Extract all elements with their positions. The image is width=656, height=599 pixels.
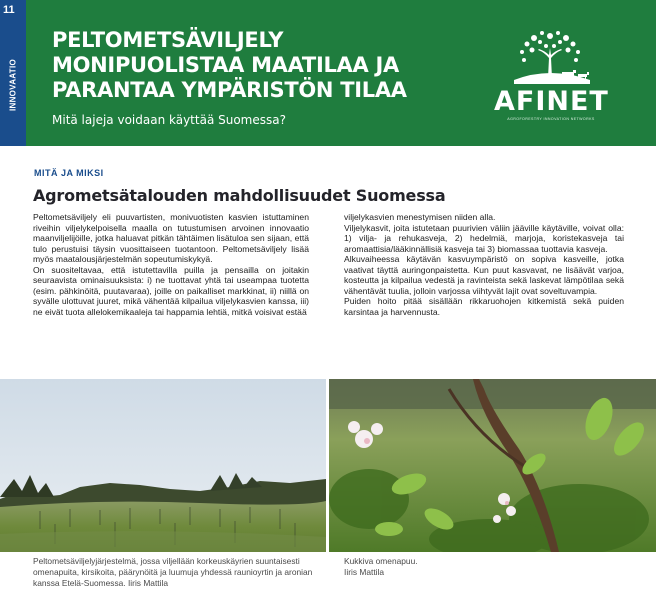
paragraph: Puiden hoito pitää sisällään rikkaruohojen kitkemistä sekä puiden karsintaa ja harvennusta. xyxy=(344,296,624,317)
caption-line: Kukkiva omenapuu. xyxy=(344,556,418,566)
photo-caption-left: Peltometsäviljelyjärjestelmä, jossa viljellään korkeuskäyrien suuntaisesti omenapuita, kirsikoita, päärynöitä ja luumuja yhdessä raunioyrtin ja aronian kanssa Etelä-Suomessa. Iiris Mattila xyxy=(33,556,313,588)
paragraph: On suositeltavaa, että istutettavilla puilla ja pensailla on joitakin seuraavista ominaisuuksista: i) ne tuottavat yhtä tai useampaa tuotetta (esim. pähkinöitä, puutavaraa), joille on paikalliset markkinat, ii) niillä on syvälle ulottuvat juuret, mikä vähentää kilpailua viljelykasvien kanssa, iii) ne eivät tuota allelokemikaaleja tai happamia lehtiä, mitkä voisivat estää xyxy=(33,264,309,317)
paragraph: Alkuvaiheessa käytävän kasvuympäristö on sopiva kasveille, jotka vaativat täyttä auringonpaistetta. Kun puut kasvavat, ne lisäävät varjoa, kosteutta ja kilpailua vedestä ja ravinteista sekä laskevat lämpötilaa sekä vähentävät tuulia, jolloin varjossa viihtyvät lajit ovat soveltuvampia. xyxy=(344,254,624,296)
page-number: 11 xyxy=(3,4,15,16)
title-line: PELTOMETSÄVILJELY xyxy=(52,28,284,52)
title-line: MONIPUOLISTAA MAATILAA JA xyxy=(52,53,399,77)
title-line: PARANTAA YMPÄRISTÖN TILAA xyxy=(52,78,407,102)
page-title xyxy=(52,28,452,103)
paragraph: Peltometsäviljely eli puuvartisten, monivuotisten kasvien istuttaminen riveihin viljelykelpoisella maalla on tutustumisen arvoinen innovaatio maanviljelijöille, jotka haluavat pitkän tähtäimen lisätuloa sen sijaan, että tulo perustuisi täysin vuosittaiseen tuotantoon. Peltometsäviljely lisää myös maatalousjärjestelmän sopeutumiskykyä. xyxy=(33,212,309,264)
tree-with-animals-icon xyxy=(494,28,606,88)
section-kicker: MITÄ JA MIKSI xyxy=(34,168,104,178)
page-subtitle: Mitä lajeja voidaan käyttää Suomessa? xyxy=(52,113,286,127)
logo-tagline: AGROFORESTRY INNOVATION NETWORKS xyxy=(507,117,595,121)
section-heading: Agrometsätalouden mahdollisuudet Suomessa xyxy=(33,186,446,205)
paragraph: viljelykasvien menestymisen niiden alla. xyxy=(344,212,496,222)
orchard-field-photo xyxy=(0,379,326,552)
logo-name: AFINET xyxy=(494,86,609,117)
side-tag xyxy=(0,45,26,125)
paragraph: Viljelykasvit, joita istutetaan puurivien väliin jääville käytäville, voivat olla: 1) vilja- ja rehukasveja, 2) hedelmiä, marjoja, koristekasveja tai aromaattisia/lääkinnällisiä kasveja tai 3) biomassaa tuottavia kasveja. xyxy=(344,222,624,254)
photo-caption-right xyxy=(344,556,544,578)
afinet-logo xyxy=(494,28,624,128)
apple-blossom-photo xyxy=(329,379,656,552)
side-tag-label: INNOVAATIO xyxy=(8,58,18,112)
body-column-right xyxy=(344,212,624,317)
caption-line: Iiris Mattila xyxy=(344,567,385,577)
body-column-left xyxy=(33,212,309,317)
